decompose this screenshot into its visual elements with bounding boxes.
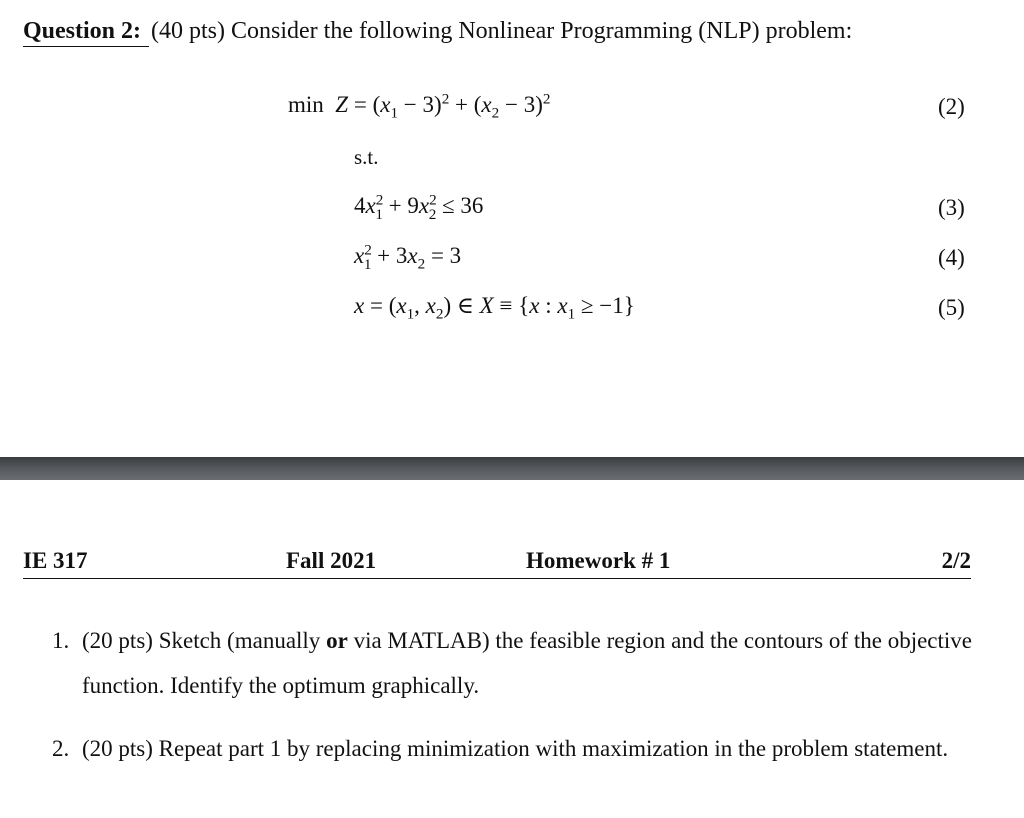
- list-item: [52, 618, 972, 708]
- constraint-domain: [354, 293, 635, 323]
- element-of: ) ∈: [443, 293, 480, 318]
- item-number: 2.: [52, 736, 70, 761]
- item-text-a: (20 pts) Sketch (manually: [82, 628, 327, 653]
- item-text: (20 pts) Repeat part 1 by replacing minimization with maximization in the problem statement.: [82, 736, 949, 761]
- item-bold: or: [326, 628, 348, 653]
- plus-three: + 3: [371, 243, 408, 268]
- subscript-2: 2: [491, 104, 500, 122]
- square-exponent: 2: [441, 90, 450, 108]
- item-text: [82, 618, 972, 708]
- colon: :: [539, 293, 558, 318]
- subscript-2: 2: [435, 305, 444, 323]
- objective-equation: [288, 90, 551, 122]
- x-variable: x: [481, 92, 492, 117]
- question-label: Question 2:: [23, 18, 149, 47]
- equals-sign: =: [353, 92, 367, 117]
- x-variable: x: [365, 193, 376, 218]
- x-variable: x: [396, 293, 407, 318]
- minus-three: − 3): [398, 92, 442, 117]
- subscript-1: 1: [375, 205, 383, 223]
- x-variable: x: [418, 193, 430, 218]
- plus-open: + (: [449, 92, 482, 117]
- open-paren: (: [372, 92, 381, 117]
- item-number: 1.: [52, 628, 70, 653]
- x-variable: x: [529, 293, 540, 318]
- homework-title: Homework # 1: [526, 548, 671, 573]
- subscript-2: 2: [417, 255, 426, 273]
- square-exponent: 2: [375, 191, 384, 209]
- running-header: [23, 548, 971, 579]
- equiv-open-brace: ≡ {: [493, 293, 530, 318]
- equals-3: = 3: [425, 243, 462, 268]
- x-variable: x: [380, 92, 391, 117]
- leq-36: ≤ 36: [436, 193, 484, 218]
- subscript-1: 1: [567, 305, 576, 323]
- objective-symbol: Z: [335, 92, 349, 117]
- square-exponent: 2: [429, 191, 437, 209]
- list-item: [52, 726, 972, 771]
- term: Fall 2021: [286, 548, 377, 573]
- comma: ,: [414, 293, 426, 318]
- x-variable: x: [425, 293, 436, 318]
- item-text-b: via MATLAB) the feasible region and the contours of the objective function. Identify the optimum graphically.: [82, 628, 972, 698]
- subject-to-label: s.t.: [354, 145, 379, 169]
- subscript-1: 1: [406, 305, 415, 323]
- x-variable: x: [354, 293, 365, 318]
- subscript-2: 2: [428, 205, 437, 223]
- equation-number-2: (2): [938, 94, 965, 119]
- minus-three: − 3): [499, 92, 543, 117]
- question-intro: (40 pts) Consider the following Nonlinear Programming (NLP) problem:: [151, 18, 853, 44]
- coefficient-4: 4: [354, 193, 366, 218]
- geq-minus-one: ≥ −1}: [575, 293, 635, 318]
- plus-nine: + 9: [382, 193, 419, 218]
- min-operator: min: [288, 92, 324, 117]
- constraint-ellipse: [354, 191, 484, 223]
- subscript-1: 1: [363, 255, 372, 273]
- square-exponent: 2: [364, 241, 372, 259]
- set-symbol: X: [479, 293, 494, 318]
- equation-number-5: (5): [938, 295, 965, 320]
- constraint-parabola: [354, 241, 462, 273]
- subscript-1: 1: [390, 104, 399, 122]
- x-variable: x: [354, 243, 365, 268]
- course-code: IE 317: [23, 548, 88, 573]
- page-number: 2/2: [941, 548, 971, 573]
- equation-number-4: (4): [938, 245, 965, 270]
- x-variable: x: [407, 243, 418, 268]
- question-heading: [23, 18, 852, 47]
- square-exponent: 2: [542, 90, 551, 108]
- equals-open: = (: [364, 293, 397, 318]
- page-separator: [0, 457, 1024, 480]
- equation-number-3: (3): [938, 195, 965, 220]
- x-variable: x: [557, 293, 568, 318]
